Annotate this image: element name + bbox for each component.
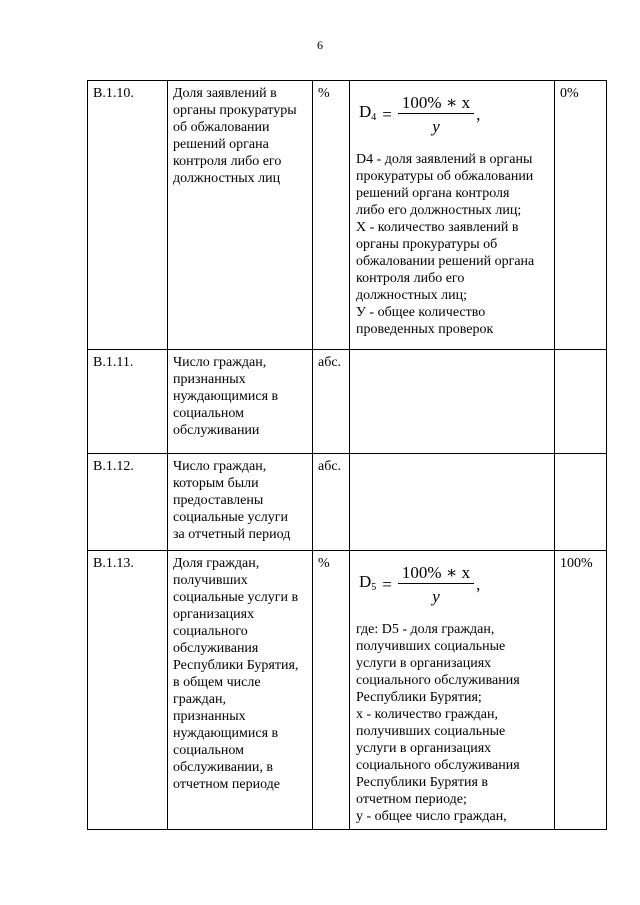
indicator-name: Доля заявлений в органы прокуратуры об обжаловании решений органа контроля либо его должностных лиц (168, 81, 313, 350)
formula-numerator: 100% ∗ x (398, 94, 474, 114)
indicator-name: Число граждан, признанных нуждающимися в социальном обслуживании (168, 350, 313, 454)
indicator-value (555, 454, 607, 551)
formula-equals: = (382, 104, 392, 124)
indicator-formula-cell (350, 350, 555, 454)
formula: $D_5$ = $\frac{100\% ∗ x}{y}$ , (359, 562, 481, 606)
table-row (88, 551, 607, 830)
table-row (88, 81, 607, 350)
indicator-code: В.1.10. (88, 81, 168, 350)
formula-fraction (398, 94, 474, 135)
indicator-value (555, 350, 607, 454)
indicator-value: 0% (555, 81, 607, 350)
indicator-formula-cell (350, 81, 555, 350)
table-row (88, 350, 607, 454)
table-row (88, 454, 607, 551)
indicator-value: 100% (555, 551, 607, 830)
indicator-formula-cell (350, 454, 555, 551)
indicator-unit: абс. (313, 454, 350, 551)
page-number: 6 (317, 38, 323, 52)
formula-lhs: $D_4$ (359, 101, 377, 123)
indicator-unit: % (313, 81, 350, 350)
indicator-name: Доля граждан, получивших социальные услуги в организациях социального обслуживания Республики Бурятия, в общем числе граждан, признанных нуждающимися в социальном обслуживании, в отчетном периоде (168, 551, 313, 830)
formula-denominator: y (432, 586, 440, 606)
formula-lhs: $D_5$ (359, 571, 377, 593)
formula: $D_4$ = $\frac{100\% ∗ x}{y}$ , (359, 92, 481, 136)
formula-description: D4 - доля заявлений в органы прокуратуры об обжаловании решений органа контроля либо его должностных лиц; Х - количество заявлений в органы прокуратуры об обжаловании решений органа контроля либо его должностных лиц; У - общее количество проведенных проверок (356, 152, 535, 337)
indicator-unit: % (313, 551, 350, 830)
formula-fraction (398, 564, 474, 605)
formula-numerator: 100% ∗ x (398, 564, 474, 584)
formula-description: где: D5 - доля граждан, получивших социальные услуги в организациях социального обслуживания Республики Бурятия; х - количество граждан, получивших социальные услуги в организациях социального обслуживания Республики Бурятия в отчетном периоде; у - общее число граждан, (356, 622, 520, 824)
indicator-code: В.1.12. (88, 454, 168, 551)
formula-equals: = (382, 574, 392, 594)
indicator-code: В.1.11. (88, 350, 168, 454)
formula-denominator: y (432, 116, 440, 136)
indicators-table (87, 80, 607, 830)
indicator-name: Число граждан, которым были предоставлены социальные услуги за отчетный период (168, 454, 313, 551)
indicator-unit: абс. (313, 350, 350, 454)
indicator-formula-cell (350, 551, 555, 830)
indicator-code: В.1.13. (88, 551, 168, 830)
